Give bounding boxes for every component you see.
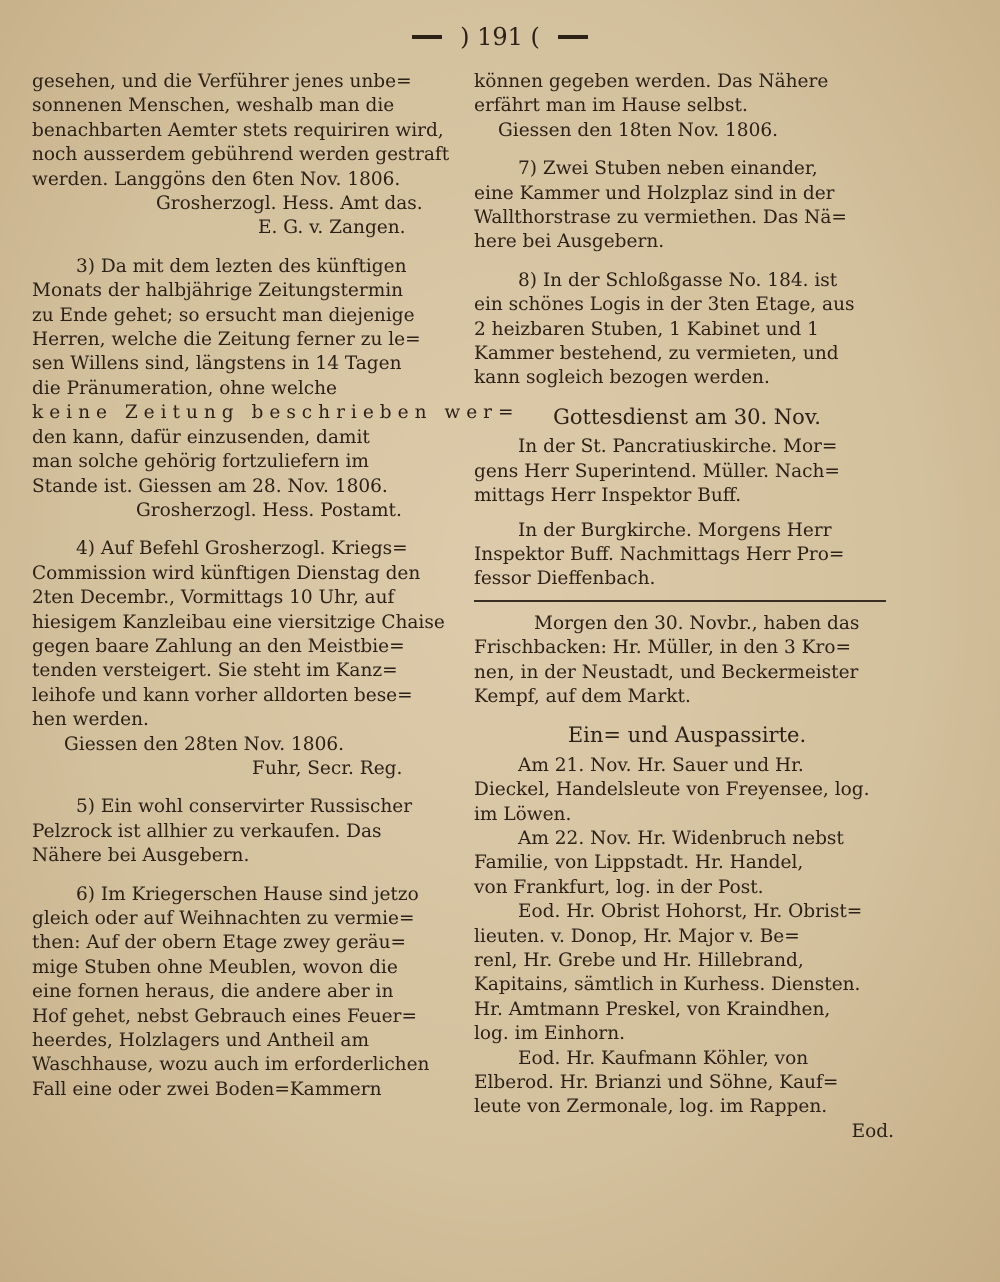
text-line: Pelzrock ist allhier zu verkaufen. Das (32, 820, 382, 842)
page-number-value: 191 (477, 23, 523, 51)
text-line: Eod. Hr. Kaufmann Köhler, von (518, 1047, 809, 1069)
signature-postamt: Grosherzogl. Hess. Postamt. (136, 499, 402, 521)
text-line: Hr. Amtmann Preskel, von Kraindhen, (474, 998, 831, 1020)
text-line: hen werden. (32, 709, 149, 731)
text-line: Eod. Hr. Obrist Hohorst, Hr. Obrist= (518, 901, 863, 923)
text-line: sen Willens sind, längstens in 14 Tagen (32, 353, 402, 375)
text-line: gleich oder auf Weihnachten zu vermie= (32, 908, 415, 929)
notice-7 (474, 157, 900, 255)
text-line: leihofe und kann vorher alldorten bese= (32, 684, 413, 706)
text-line: die Pränumeration, ohne welche (32, 377, 337, 399)
text-line: von Frankfurt, log. in der Post. (474, 876, 764, 898)
text-line: ein schönes Logis in der 3ten Etage, aus (474, 294, 855, 316)
text-line: können gegeben werden. Das Nähere (474, 71, 829, 92)
notice-4 (32, 537, 460, 732)
text-line: Am 22. Nov. Hr. Widenbruch nebst (518, 827, 844, 849)
text-line: gegen baare Zahlung an den Meistbie= (32, 635, 405, 657)
text-line: lieuten. v. Donop, Hr. Major v. Be= (474, 925, 800, 947)
text-line: Kammer bestehend, zu vermieten, und (474, 343, 839, 365)
text-line: hiesigem Kanzleibau eine viersitzige Chaise (32, 611, 445, 633)
heading-passirte: Ein= und Auspassirte. (567, 723, 807, 748)
text-line: mittags Herr Inspektor Buff. (474, 485, 742, 507)
notice-5 (32, 795, 460, 868)
text-line: den kann, dafür einzusenden, damit (32, 426, 370, 448)
text-line: Inspektor Buff. Nachmittags Herr Pro= (474, 543, 845, 565)
text-line: keine Zeitung beschrieben wer= (32, 402, 520, 424)
text-line: renl, Hr. Grebe und Hr. Hillebrand, (474, 950, 804, 971)
service-pancratius (474, 435, 900, 508)
section-divider (474, 600, 886, 602)
arrivals-eod-2 (474, 1047, 900, 1120)
text-line: heerdes, Holzlagers und Antheil am (32, 1030, 370, 1052)
text-line: Am 21. Nov. Hr. Sauer und Hr. (518, 754, 804, 776)
text-line: noch ausserdem gebührend werden gestraft (32, 144, 450, 166)
text-line: Familie, von Lippstadt. Hr. Handel, (474, 852, 804, 874)
service-burgkirche (474, 519, 900, 592)
text-line: Monats der halbjährige Zeitungstermin (32, 280, 404, 302)
text-line: zu Ende gehet; so ersucht man diejenige (32, 304, 415, 326)
text-line: Elberod. Hr. Brianzi und Söhne, Kauf= (474, 1072, 839, 1094)
page-number: ) 191 ( (460, 23, 540, 51)
text-line: here bei Ausgebern. (474, 231, 665, 253)
text-line: eine fornen heraus, die andere aber in (32, 981, 394, 1003)
notice-8 (474, 269, 900, 391)
text-line: In der St. Pancratiuskirche. Mor= (518, 436, 838, 458)
text-line: erfährt man im Hause selbst. (474, 95, 748, 117)
text-line: 7) Zwei Stuben neben einander, (518, 158, 818, 180)
text-line: 8) In der Schloßgasse No. 184. ist (518, 269, 838, 291)
text-line: Stande ist. Giessen am 28. Nov. 1806. (32, 475, 388, 497)
text-line: nen, in der Neustadt, und Beckermeister (474, 661, 859, 683)
text-line: fessor Dieffenbach. (474, 568, 656, 590)
signature-fuhr: Fuhr, Secr. Reg. (252, 757, 403, 779)
arrivals-eod-1 (474, 900, 900, 1046)
text-line: Frischbacken: Hr. Müller, in den 3 Kro= (474, 637, 851, 659)
text-line: 5) Ein wohl conservirter Russischer (76, 796, 413, 818)
text-line: 2ten Decembr., Vormittags 10 Uhr, auf (32, 587, 395, 609)
text-line: benachbarten Aemter stets requiriren wird, (32, 119, 444, 141)
bakery-notice (474, 612, 900, 710)
arrivals-21-nov (474, 754, 900, 827)
arrivals-22-nov (474, 827, 900, 900)
signature-name: E. G. v. Zangen. (258, 217, 406, 239)
text-line: gens Herr Superintend. Müller. Nach= (474, 460, 840, 482)
text-line: Waschhause, wozu auch im erforderlichen (32, 1054, 430, 1076)
text-line: im Löwen. (474, 803, 572, 825)
text-line: Wallthorstrase zu vermiethen. Das Nä= (474, 207, 847, 229)
text-line: Kempf, auf dem Markt. (474, 685, 691, 707)
text-line: In der Burgkirche. Morgens Herr (518, 519, 832, 541)
right-column (474, 70, 900, 1144)
header-dash-right (558, 35, 588, 39)
page-header (0, 22, 1000, 52)
catchword: Eod. (851, 1120, 894, 1142)
notice-3 (32, 255, 520, 499)
notice-6-date: Giessen den 18ten Nov. 1806. (498, 119, 778, 141)
text-line: log. im Einhorn. (474, 1023, 626, 1045)
text-line: kann sogleich bezogen werden. (474, 367, 770, 389)
text-line: man solche gehörig fortzuliefern im (32, 451, 369, 473)
notice-6-continued (474, 70, 900, 119)
notice-6 (32, 883, 460, 1103)
text-line: sonnenen Menschen, weshalb man die (32, 95, 395, 117)
text-line: Kapitains, sämtlich in Kurhess. Diensten. (474, 974, 861, 996)
text-line: Morgen den 30. Novbr., haben das (534, 612, 860, 634)
text-line: eine Kammer und Holzplaz sind in der (474, 182, 835, 204)
text-line: 2 heizbaren Stuben, 1 Kabinet und 1 (474, 318, 819, 340)
notice-4-date: Giessen den 28ten Nov. 1806. (64, 733, 344, 755)
signature-office: Grosherzogl. Hess. Amt das. (156, 193, 423, 215)
left-column (32, 70, 520, 1102)
text-line: 4) Auf Befehl Grosherzogl. Kriegs= (76, 538, 408, 560)
notice-continued (32, 70, 460, 192)
text-line: tenden versteigert. Sie steht im Kanz= (32, 660, 398, 682)
text-line: leute von Zermonale, log. im Rappen. (474, 1096, 828, 1118)
text-line: then: Auf der obern Etage zwey geräu= (32, 932, 406, 954)
text-line: Hof gehet, nebst Gebrauch eines Feuer= (32, 1005, 417, 1027)
text-line: werden. Langgöns den 6ten Nov. 1806. (32, 168, 401, 190)
header-dash-left (412, 35, 442, 39)
text-line: Nähere bei Ausgebern. (32, 845, 250, 867)
text-line: Fall eine oder zwei Boden=Kammern (32, 1078, 382, 1100)
text-line: Herren, welche die Zeitung ferner zu le= (32, 329, 421, 351)
heading-gottesdienst: Gottesdienst am 30. Nov. (553, 404, 821, 429)
text-line: Commission wird künftigen Dienstag den (32, 562, 421, 584)
text-line: 6) Im Kriegerschen Hause sind jetzo (76, 883, 419, 905)
text-line: Dieckel, Handelsleute von Freyensee, log. (474, 779, 870, 801)
text-line: 3) Da mit dem lezten des künftigen (76, 255, 407, 277)
text-line: mige Stuben ohne Meublen, wovon die (32, 956, 398, 978)
text-line: gesehen, und die Verführer jenes unbe= (32, 71, 412, 92)
